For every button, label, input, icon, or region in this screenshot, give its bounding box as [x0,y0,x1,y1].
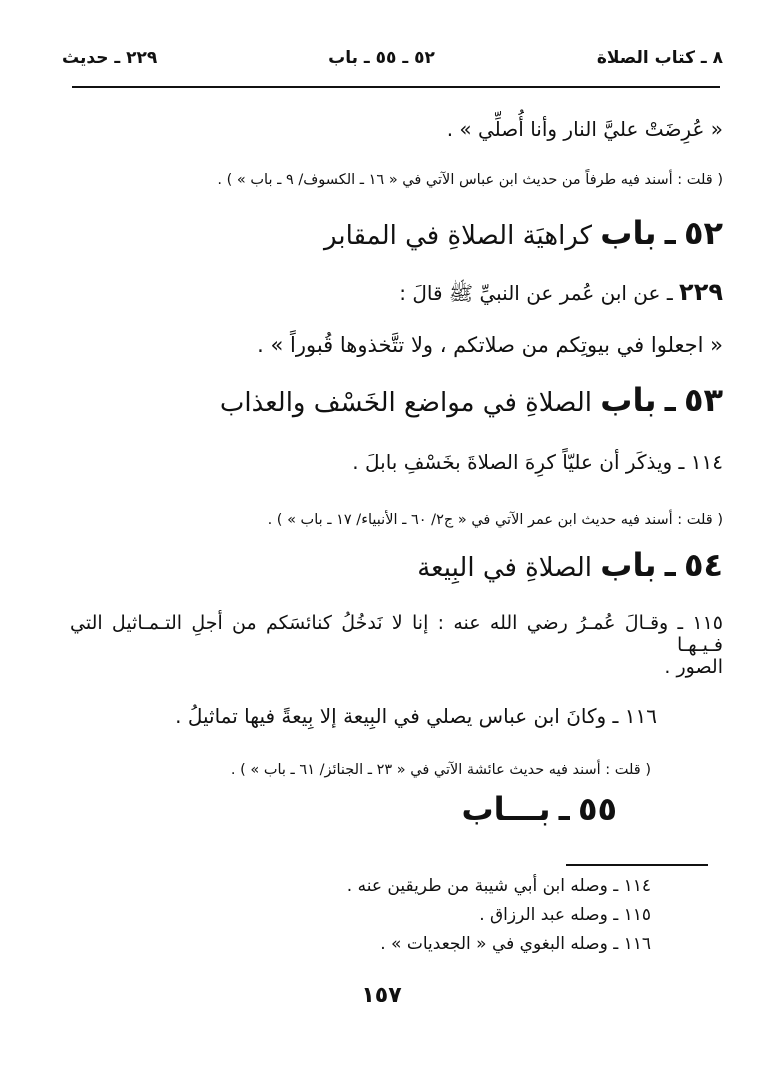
chapter-number: ٥٢ [683,214,723,252]
footnote-rule [566,864,708,866]
chapter-dash: ـ [558,790,570,828]
chapter-number: ٥٤ [683,546,723,584]
chapter-number: ٥٥ [577,790,617,828]
header-rule [72,86,720,88]
athar-116: ١١٦ ـ وكانَ ابن عباس يصلي في البِيعة إلا بِيعةً فيها تماثيلُ . [175,704,657,728]
athar-115-line-1: ١١٥ ـ وقـالَ عُمـرُ رضي الله عنه : إنا لا نَدخُلُ كنائسَكم من أجلِ التـمـاثيل التي فـيـهـا [70,612,723,656]
text-line-1: « عُرِضَتْ عليَّ النار وأنا أُصلِّي » . [446,117,723,141]
chapter-heading-54 [417,546,723,584]
editor-note-3: ( قلت : أسند فيه حديث عائشة الآتي في « ٢٣ ـ الجنائز/ ٦١ ـ باب » ) . [230,762,651,778]
chapter-heading-53 [220,381,723,419]
chapter-number: ٥٣ [683,381,723,419]
hadith-229 [399,278,723,310]
header-hadith-number: ٢٢٩ ـ حديث [62,48,158,68]
footnote-114: ١١٤ ـ وصله ابن أبي شيبة من طريقين عنه . [346,876,651,896]
editor-note-2: ( قلت : أسند فيه حديث ابن عمر الآتي في « ج٢/ ٦٠ ـ الأنبياء/ ١٧ ـ باب » ) . [267,512,723,528]
header-chapter-range: ٥٢ ـ ٥٥ ـ باب [328,48,435,68]
chapter-dash: ـ [664,546,676,584]
chapter-word: باب [600,381,657,419]
athar-115-line-2: الصور . [664,656,723,678]
chapter-dash: ـ [664,381,676,419]
chapter-heading-55 [461,790,617,828]
chapter-title: الصلاةِ في البِيعة [417,553,593,583]
hadith-isnad: ـ عن ابن عُمر عن النبيِّ ﷺ قالَ : [399,281,673,305]
footnote-116: ١١٦ ـ وصله البغوي في « الجعديات » . [380,934,651,954]
chapter-word: بـــاب [461,790,551,828]
athar-114: ١١٤ ـ ويذكَر أن عليّاً كرِهَ الصلاةَ بخَسْفِ بابلَ . [352,450,723,474]
editor-note-1: ( قلت : أسند فيه طرفاً من حديث ابن عباس الآتي في « ١٦ ـ الكسوف/ ٩ ـ باب » ) . [217,172,723,188]
chapter-heading-52 [324,214,723,252]
page-number: ١٥٧ [361,983,402,1008]
chapter-word: باب [600,214,657,252]
chapter-title: الصلاةِ في مواضع الخَسْف والعذاب [219,388,593,418]
chapter-word: باب [600,546,657,584]
footnote-115: ١١٥ ـ وصله عبد الرزاق . [479,905,651,925]
hadith-229-matn: « اجعلوا في بيوتِكم من صلاتكم ، ولا تتَّخذوها قُبوراً » . [257,333,723,357]
chapter-dash: ـ [664,214,676,252]
hadith-number: ٢٢٩ [679,278,723,306]
chapter-title: كراهيَة الصلاةِ في المقابر [324,221,593,251]
header-book-title: ٨ ـ كتاب الصلاة [596,48,723,68]
